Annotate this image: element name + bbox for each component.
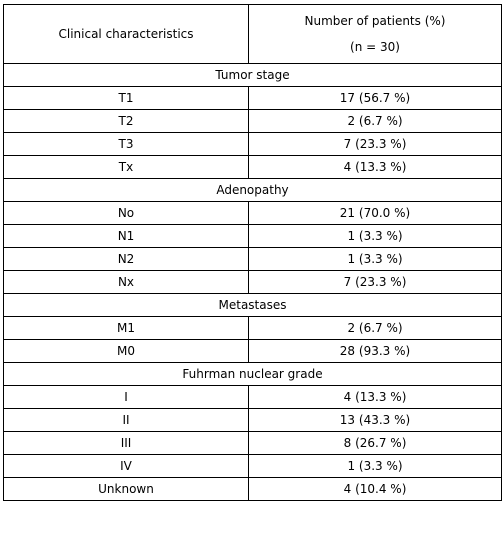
row-value: 7 (23.3 %) bbox=[249, 133, 502, 156]
row-label: IV bbox=[4, 455, 249, 478]
header-clinical-characteristics: Clinical characteristics bbox=[4, 5, 249, 64]
table-row bbox=[4, 478, 502, 501]
table-row bbox=[4, 409, 502, 432]
section-title: Metastases bbox=[4, 294, 502, 317]
row-value: 2 (6.7 %) bbox=[249, 110, 502, 133]
table-row bbox=[4, 202, 502, 225]
header-number-of-patients bbox=[249, 5, 502, 64]
table-header-row bbox=[4, 5, 502, 64]
table-row bbox=[4, 340, 502, 363]
row-label: No bbox=[4, 202, 249, 225]
row-value: 4 (13.3 %) bbox=[249, 156, 502, 179]
row-value: 1 (3.3 %) bbox=[249, 225, 502, 248]
section-title: Fuhrman nuclear grade bbox=[4, 363, 502, 386]
row-value: 21 (70.0 %) bbox=[249, 202, 502, 225]
table-row bbox=[4, 432, 502, 455]
row-label: T1 bbox=[4, 87, 249, 110]
header-number-of-patients-label: Number of patients (%) bbox=[304, 14, 446, 28]
row-value: 4 (10.4 %) bbox=[249, 478, 502, 501]
row-label: I bbox=[4, 386, 249, 409]
table-body bbox=[4, 64, 502, 501]
table-row bbox=[4, 110, 502, 133]
table-row bbox=[4, 317, 502, 340]
row-value: 13 (43.3 %) bbox=[249, 409, 502, 432]
row-value: 4 (13.3 %) bbox=[249, 386, 502, 409]
row-value: 8 (26.7 %) bbox=[249, 432, 502, 455]
row-label: N1 bbox=[4, 225, 249, 248]
row-value: 1 (3.3 %) bbox=[249, 455, 502, 478]
section-title: Tumor stage bbox=[4, 64, 502, 87]
section-title: Adenopathy bbox=[4, 179, 502, 202]
section-header-row bbox=[4, 64, 502, 87]
table-row bbox=[4, 156, 502, 179]
clinical-characteristics-table bbox=[3, 4, 502, 501]
header-sample-size: (n = 30) bbox=[350, 40, 400, 54]
table-row bbox=[4, 455, 502, 478]
row-value: 28 (93.3 %) bbox=[249, 340, 502, 363]
row-label: III bbox=[4, 432, 249, 455]
table-row bbox=[4, 133, 502, 156]
row-label: II bbox=[4, 409, 249, 432]
row-label: Unknown bbox=[4, 478, 249, 501]
row-label: Tx bbox=[4, 156, 249, 179]
row-label: Nx bbox=[4, 271, 249, 294]
table-row bbox=[4, 248, 502, 271]
section-header-row bbox=[4, 179, 502, 202]
table-row bbox=[4, 87, 502, 110]
row-value: 17 (56.7 %) bbox=[249, 87, 502, 110]
row-label: N2 bbox=[4, 248, 249, 271]
section-header-row bbox=[4, 363, 502, 386]
row-value: 2 (6.7 %) bbox=[249, 317, 502, 340]
table-row bbox=[4, 386, 502, 409]
table-row bbox=[4, 225, 502, 248]
row-value: 1 (3.3 %) bbox=[249, 248, 502, 271]
table-row bbox=[4, 271, 502, 294]
row-label: T3 bbox=[4, 133, 249, 156]
row-label: M0 bbox=[4, 340, 249, 363]
row-label: M1 bbox=[4, 317, 249, 340]
row-label: T2 bbox=[4, 110, 249, 133]
section-header-row bbox=[4, 294, 502, 317]
row-value: 7 (23.3 %) bbox=[249, 271, 502, 294]
